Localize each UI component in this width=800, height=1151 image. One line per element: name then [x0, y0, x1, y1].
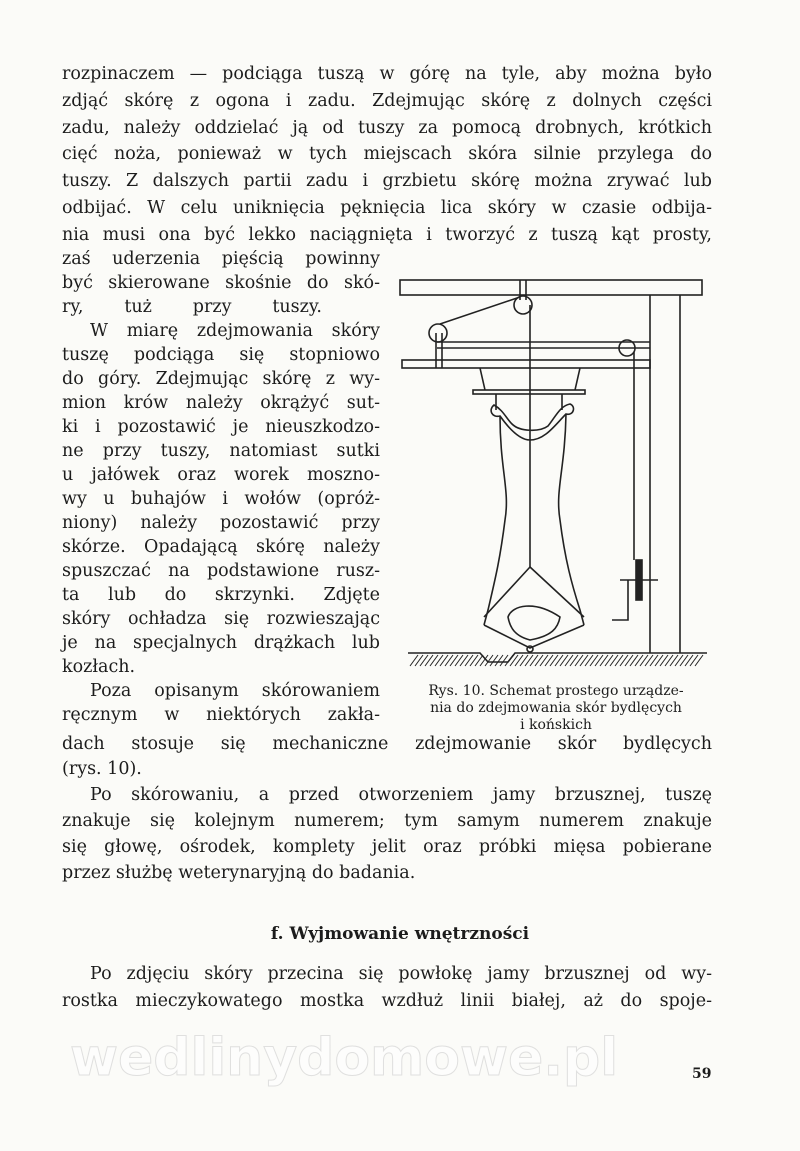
text-line: być skierowane skośnie do skó-	[62, 273, 380, 293]
caption-line: i końskich	[520, 717, 592, 733]
text-line: tuszę podciąga się stopniowo	[62, 345, 380, 365]
text-line: niony) należy pozostawić przy	[62, 513, 380, 533]
text-line: skórze. Opadającą skórę należy	[62, 537, 380, 557]
text-line: znakuje się kolejnym numerem; tym samym numerem znakuje	[62, 811, 712, 831]
section-heading: f. Wyjmowanie wnętrzności	[270, 924, 530, 944]
text-line: ręcznym w niektórych zakła-	[62, 705, 380, 725]
text-line: tuszy. Z dalszych partii zadu i grzbietu skórę można zrywać lub	[62, 171, 712, 191]
lower-beam	[402, 360, 650, 368]
text-line: skóry ochładza się rozwieszając	[62, 609, 380, 629]
text-line: rostka mieczykowatego mostka wzdłuż linii białej, aż do spoje-	[62, 991, 712, 1011]
text-line: ki i pozostawić je nieuszkodzo-	[62, 417, 380, 437]
text-line: ry, tuż przy tuszy.	[62, 297, 322, 317]
text-line: Poza opisanym skórowaniem	[90, 681, 380, 701]
text-line: Po skórowaniu, a przed otworzeniem jamy brzusznej, tuszę	[90, 785, 712, 805]
text-line: zdjąć skórę z ogona i zadu. Zdejmując skórę z dolnych części	[62, 91, 712, 111]
text-line: cięć noża, ponieważ w tych miejscach skóra silnie przylega do	[62, 144, 712, 164]
hanger-bar	[473, 390, 585, 394]
text-line: dach stosuje się mechaniczne zdejmowanie skór bydlęcych	[62, 734, 712, 754]
top-beam	[400, 280, 702, 295]
text-line: nia musi ona być lekko naciągnięta i tworzyć z tuszą kąt prosty,	[62, 225, 712, 245]
spreader-ropes	[484, 567, 584, 648]
text-line: u jałówek oraz worek moszno-	[62, 465, 380, 485]
text-line: zadu, należy oddzielać ją od tuszy za pomocą drobnych, krótkich	[62, 118, 712, 138]
text-line: (rys. 10).	[62, 759, 142, 779]
text-line: kozłach.	[62, 657, 136, 677]
caption-line: Rys. 10. Schemat prostego urządze-	[428, 683, 684, 699]
text-line: zaś uderzenia pięścią powinny	[62, 249, 380, 269]
text-line: mion krów należy okrążyć sut-	[62, 393, 380, 413]
text-line: przez służbę weterynaryjną do badania.	[62, 863, 416, 883]
text-line: do góry. Zdejmując skórę z wy-	[62, 369, 380, 389]
text-line: się głowę, ośrodek, komplety jelit oraz próbki mięsa pobierane	[62, 837, 712, 857]
carcass	[484, 404, 584, 640]
text-line: ta lub do skrzynki. Zdjęte	[62, 585, 380, 605]
text-line: Po zdjęciu skóry przecina się powłokę jamy brzusznej od wy-	[90, 964, 712, 984]
text-line: odbijać. W celu uniknięcia pęknięcia lica skóry w czasie odbija-	[62, 198, 712, 218]
winch-crank	[612, 580, 628, 620]
page-number: 59	[692, 1066, 712, 1082]
hanger-hooks	[496, 394, 562, 410]
caption-line: nia do zdejmowania skór bydlęcych	[430, 700, 682, 716]
text-line: ne przy tuszy, natomiast sutki	[62, 441, 380, 461]
pulley	[429, 324, 447, 342]
floor-anchor	[527, 646, 533, 652]
text-line: je na specjalnych drążkach lub	[62, 633, 380, 653]
text-line: W miarę zdejmowania skóry	[90, 321, 380, 341]
ground-hatching	[410, 655, 703, 666]
text-line: wy u buhajów i wołów (opróż-	[62, 489, 380, 509]
text-line: spuszczać na podstawione rusz-	[62, 561, 380, 581]
watermark: wedlinydomowe.pl	[70, 1028, 619, 1088]
ground-line	[408, 653, 707, 662]
text-line: rozpinaczem — podciąga tuszą w górę na tyle, aby można było	[62, 64, 712, 84]
rope	[440, 297, 520, 324]
